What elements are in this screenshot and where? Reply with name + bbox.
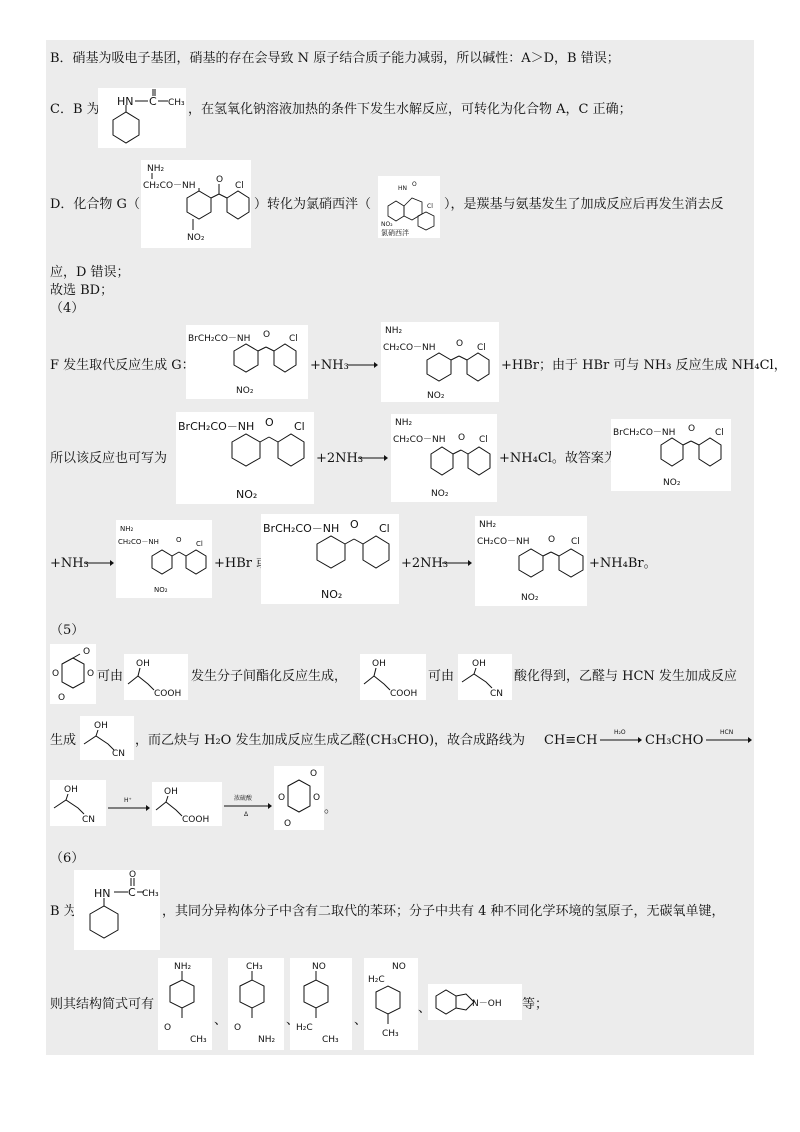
part-4-intro: F 发生取代反应生成 G： [50, 358, 195, 373]
part-6-heading: （6） [50, 851, 85, 866]
svg-text:CH₃: CH₃ [168, 98, 185, 108]
svg-text:NH₂: NH₂ [395, 418, 413, 428]
svg-text:NO₂: NO₂ [521, 593, 539, 603]
isomer-ethylnitrosobenzene [290, 958, 352, 1050]
svg-text:O: O [350, 518, 359, 531]
part-5-text-d: 酸化得到，乙醛与 HCN 发生加成反应 [514, 669, 737, 684]
svg-text:H⁺: H⁺ [124, 797, 132, 804]
svg-text:OH: OH [136, 659, 150, 669]
reaction-arrow [358, 451, 388, 465]
part-4-hbr-note: +HBr；由于 HBr 可与 NH₃ 反应生成 NH₄Cl， [501, 358, 787, 373]
separator: 、 [214, 1013, 228, 1028]
reaction-arrow [348, 358, 378, 372]
svg-text:BrCH₂CO－NH: BrCH₂CO－NH [178, 420, 255, 433]
svg-text:C: C [128, 886, 136, 899]
svg-text:O: O [278, 793, 286, 803]
svg-text:Cl: Cl [289, 334, 298, 344]
svg-text:H₂C: H₂C [296, 1023, 313, 1033]
part-5-text-e: 生成 [50, 733, 77, 748]
svg-text:NO: NO [392, 962, 406, 972]
compound-g-answer [116, 520, 212, 598]
svg-text:Cl: Cl [427, 203, 433, 210]
svg-text:N－OH: N－OH [472, 999, 502, 1009]
svg-text:CH₂CO－NH: CH₂CO－NH [393, 435, 446, 445]
svg-text:Cl: Cl [294, 420, 305, 433]
separator: 、 [354, 1013, 368, 1028]
option-d-middle: ）转化为氯硝西泮（ [254, 197, 372, 212]
option-d-suffix: ），是羰基与氨基发生了加成反应后再发生消去反 [444, 197, 724, 212]
part-6-then: 则其结构简式可有 [50, 997, 155, 1012]
reaction-arrow-acid [108, 794, 150, 816]
clonazepam-structure [378, 176, 440, 238]
lactic-acid-structure [124, 654, 188, 700]
part-5-text-f: ，而乙炔与 H₂O 发生加成反应生成乙醛(CH₃CHO)，故合成路线为 [135, 733, 526, 748]
svg-text:CH₃: CH₃ [322, 1035, 339, 1045]
svg-text:O: O [265, 416, 274, 429]
svg-text:NO₂: NO₂ [154, 586, 168, 594]
svg-text:CH₂CO－NH: CH₂CO－NH [143, 181, 196, 191]
svg-text:NH₂: NH₂ [174, 962, 192, 972]
svg-text:Cl: Cl [571, 537, 580, 547]
part-4-answer-intro: +NH₄Cl。故答案为 [499, 451, 617, 466]
svg-text:CH₂CO－NH: CH₂CO－NH [118, 538, 159, 546]
reaction-arrow [442, 556, 472, 570]
svg-text:Cl: Cl [477, 343, 486, 353]
route-acetylene: CH≡CH [544, 733, 598, 748]
compound-g-structure [141, 160, 251, 248]
svg-text:CH₃: CH₃ [382, 1029, 399, 1039]
lactide-structure [274, 766, 324, 830]
svg-text:NH₂: NH₂ [258, 1035, 276, 1045]
svg-text:O: O [216, 175, 224, 185]
svg-text:O: O [164, 1023, 172, 1033]
part-4-end: +NH₄Br。 [589, 556, 657, 571]
option-d-continued: 应，D 错误； [50, 265, 130, 280]
svg-text:Cl: Cl [479, 435, 488, 445]
part-4-also-written: 所以该反应也可写为 [50, 451, 168, 466]
svg-text:O: O [263, 330, 271, 340]
route-end: 。 [324, 801, 338, 816]
svg-text:氯硝西泮: 氯硝西泮 [381, 229, 409, 237]
svg-text:HN: HN [117, 95, 134, 108]
part-4-or: +HBr 或 [214, 556, 270, 571]
svg-text:H₂C: H₂C [368, 975, 385, 985]
reagent-nh3: +NH₃ [310, 358, 349, 373]
reagent-2nh3: +2NH₃ [316, 451, 364, 466]
lactic-acid-structure [360, 654, 426, 700]
part-6-conditions: ，其同分异构体分子中含有二取代的苯环；分子中共有 4 种不同化学环境的氢原子，无碳氧单键， [162, 904, 725, 919]
compound-f-answer-alt [261, 514, 399, 604]
svg-text:OH: OH [372, 659, 386, 669]
svg-text:NO₂: NO₂ [427, 391, 445, 401]
svg-text:O: O [548, 535, 556, 545]
reaction-arrow-h2so4 [224, 792, 272, 820]
option-c-prefix: C．B 为 [50, 102, 100, 117]
part-5-text-a: 可由 [97, 669, 124, 684]
svg-text:C: C [149, 95, 157, 108]
svg-text:NH₂: NH₂ [385, 326, 403, 336]
svg-text:O: O [458, 433, 466, 443]
svg-text:Cl: Cl [379, 522, 390, 535]
svg-text:O: O [58, 693, 66, 703]
svg-text:CH₂CO－NH: CH₂CO－NH [383, 343, 436, 353]
lactide-structure [50, 644, 96, 704]
svg-text:NH₂: NH₂ [120, 525, 134, 533]
compound-f-answer [611, 419, 731, 491]
svg-text:COOH: COOH [182, 815, 210, 825]
svg-text:HN: HN [398, 185, 407, 192]
svg-text:CN: CN [82, 815, 96, 825]
svg-text:O: O [412, 181, 417, 188]
reaction-arrow-hcn [706, 726, 752, 748]
svg-text:O: O [456, 339, 464, 349]
isomer-n-hydroxyisoindoline [428, 984, 522, 1020]
final-choice: 故选 BD； [50, 283, 114, 298]
acetanilide-structure [74, 870, 160, 950]
svg-text:Cl: Cl [235, 181, 244, 191]
svg-text:NH₂: NH₂ [147, 164, 165, 174]
svg-text:Cl: Cl [196, 540, 203, 548]
svg-text:NO₂: NO₂ [663, 478, 681, 488]
separator: 、 [286, 1013, 300, 1028]
reagent-2nh3: +2NH₃ [401, 556, 449, 571]
svg-text:NO₂: NO₂ [381, 221, 393, 228]
lactic-acid-structure [152, 782, 222, 826]
svg-text:O: O [83, 647, 91, 657]
svg-text:CN: CN [112, 749, 126, 759]
svg-text:OH: OH [94, 721, 108, 731]
part-4-heading: （4） [50, 301, 85, 316]
svg-text:O: O [310, 769, 318, 779]
reaction-arrow [84, 556, 114, 570]
part-6-etc: 等； [522, 997, 549, 1012]
svg-text:O: O [87, 669, 95, 679]
svg-text:BrCH₂CO－NH: BrCH₂CO－NH [263, 522, 340, 535]
part-5-heading: （5） [50, 623, 85, 638]
isomer-nitrosomethyltoluene [364, 958, 418, 1050]
svg-text:CH₃: CH₃ [190, 1035, 207, 1045]
svg-text:NO₂: NO₂ [431, 489, 449, 499]
svg-text:COOH: COOH [390, 689, 418, 699]
part-5-text-b: 发生分子间酯化反应生成， [191, 669, 348, 684]
part-6-prefix: B 为 [50, 904, 77, 919]
compound-g-answer-alt [475, 516, 587, 606]
separator: 、 [418, 1001, 432, 1016]
compound-g-product [381, 322, 499, 402]
svg-text:CN: CN [490, 689, 504, 699]
svg-text:OH: OH [64, 785, 78, 795]
isomer-aminoacetophenone [158, 958, 212, 1050]
svg-text:O: O [234, 1023, 242, 1033]
svg-text:NO₂: NO₂ [321, 588, 343, 601]
svg-text:浓硫酸: 浓硫酸 [234, 795, 253, 802]
svg-text:BrCH₂CO－NH: BrCH₂CO－NH [613, 428, 676, 438]
svg-text:Cl: Cl [715, 428, 724, 438]
svg-text:O: O [313, 793, 321, 803]
svg-text:CH₂CO－NH: CH₂CO－NH [477, 537, 530, 547]
svg-text:NO₂: NO₂ [236, 386, 254, 396]
svg-text:NH₂: NH₂ [479, 520, 497, 530]
option-d-prefix: D．化合物 G（ [50, 197, 140, 212]
svg-text:H₂O: H₂O [614, 729, 626, 736]
svg-text:NO₂: NO₂ [187, 233, 205, 243]
svg-text:O: O [284, 819, 292, 829]
svg-text:OH: OH [472, 659, 486, 669]
svg-text:O: O [129, 870, 137, 880]
lactonitrile-structure [458, 654, 512, 700]
reaction-arrow-h2o [600, 726, 642, 748]
svg-text:COOH: COOH [154, 689, 182, 699]
acetanilide-structure [98, 88, 186, 148]
route-acetaldehyde: CH₃CHO [645, 733, 704, 748]
svg-text:NO₂: NO₂ [236, 488, 258, 501]
svg-text:BrCH₂CO－NH: BrCH₂CO－NH [188, 334, 251, 344]
isomer-toluamide [228, 958, 284, 1050]
svg-text:O: O [52, 669, 60, 679]
compound-f-structure [186, 325, 308, 399]
svg-text:HCN: HCN [720, 729, 734, 736]
part-5-text-c: 可由 [428, 669, 455, 684]
reagent-nh3: +NH₃ [50, 556, 89, 571]
svg-text:HN: HN [94, 887, 111, 900]
svg-text:O: O [176, 536, 182, 544]
svg-text:Δ: Δ [244, 811, 249, 818]
lactonitrile-structure [50, 780, 106, 826]
option-c-suffix: ，在氢氧化钠溶液加热的条件下发生水解反应，可转化为化合物 A，C 正确； [188, 102, 632, 117]
svg-text:OH: OH [164, 787, 178, 797]
compound-f-structure-alt [176, 412, 314, 504]
svg-text:CH₃: CH₃ [246, 962, 263, 972]
svg-text:O: O [688, 424, 696, 434]
lactonitrile-structure [80, 716, 134, 760]
compound-g-product-alt [391, 414, 497, 502]
option-b-text: B．硝基为吸电子基团，硝基的存在会导致 N 原子结合质子能力减弱，所以碱性：A＞D，B 错误； [50, 51, 620, 66]
svg-text:CH₃: CH₃ [142, 889, 159, 899]
svg-text:NO: NO [312, 962, 326, 972]
